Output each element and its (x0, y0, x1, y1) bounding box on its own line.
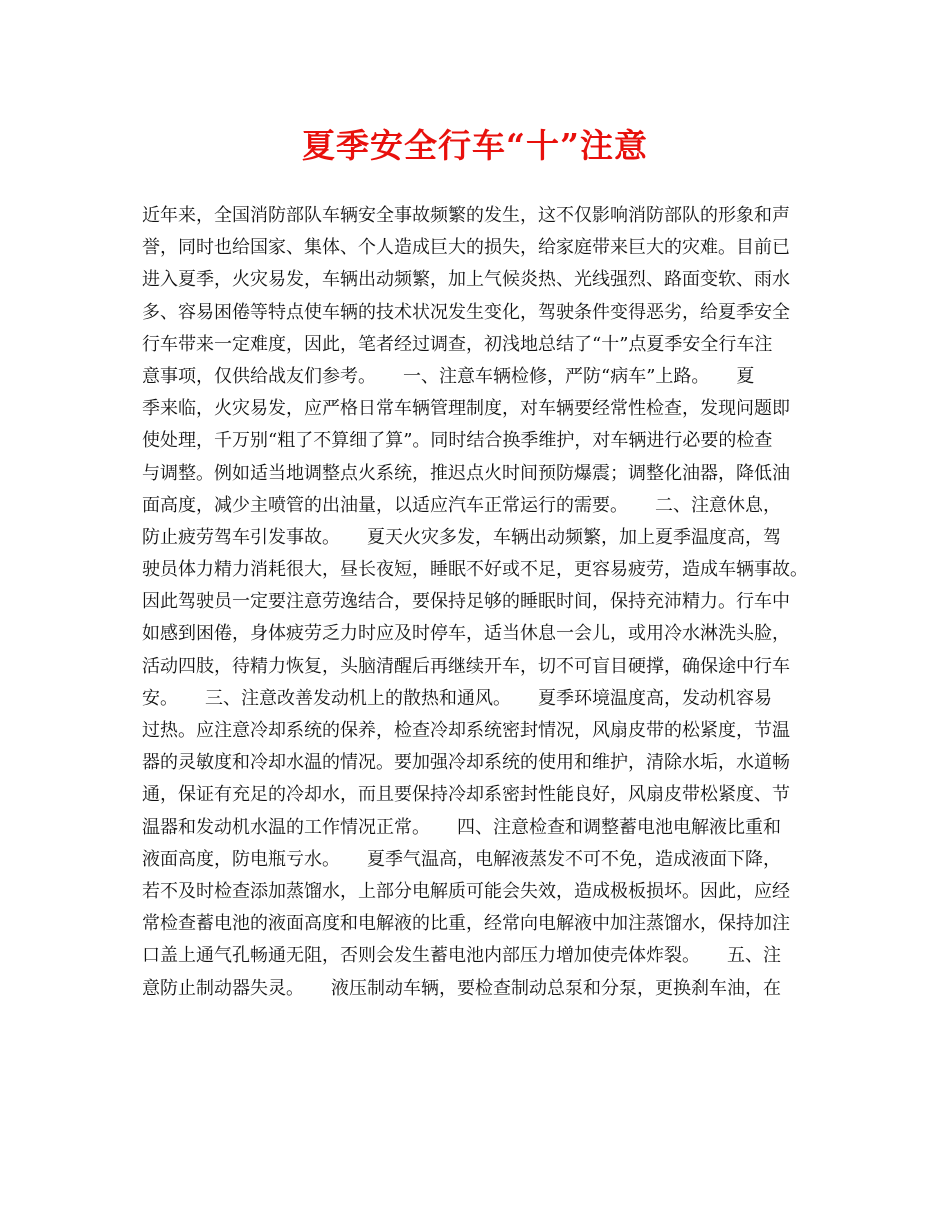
text-line: 多、容易困倦等特点使车辆的技术状况发生变化，驾驶条件变得恶劣，给夏季安全 (142, 301, 790, 323)
text-line: 过热。应注意冷却系统的保养，检查冷却系统密封情况，风扇皮带的松紧度，节温 (142, 720, 790, 741)
text-line: 季来临，火灾易发，应严格日常车辆管理制度，对车辆要经常性检查，发现问题即 (142, 398, 790, 420)
text-line: 通，保证有充足的冷却水，而且要保持冷却系密封性能良好，风扇皮带松紧度、节 (142, 784, 790, 806)
text-line: 常检查蓄电池的液面高度和电解液的比重，经常向电解液中加注蒸馏水，保持加注 (142, 913, 790, 935)
text-line: 若不及时检查添加蒸馏水，上部分电解质可能会失效，造成极板损坏。因此，应经 (142, 880, 790, 902)
text-line: 器的灵敏度和冷却水温的情况。要加强冷却系统的使用和维护，清除水垢，水道畅 (142, 752, 790, 774)
text-line: 防止疲劳驾车引发事故。 夏天火灾多发，车辆出动频繁，加上夏季温度高，驾 (142, 526, 781, 548)
text-line: 意事项，仅供给战友们参考。 一、注意车辆检修，严防“病车”上路。 夏 (142, 365, 755, 387)
text-line: 意防止制动器失灵。 液压制动车辆，要检查制动总泵和分泵，更换刹车油，在 (142, 977, 781, 999)
text-line: 进入夏季，火灾易发，车辆出动频繁，加上气候炎热、光线强烈、路面变软、雨水 (142, 269, 790, 291)
text-line: 液面高度，防电瓶亏水。 夏季气温高，电解液蒸发不可不免，造成液面下降， (142, 848, 781, 870)
text-line: 驶员体力精力消耗很大，昼长夜短，睡眠不好或不足，更容易疲劳，造成车辆事故。 (142, 559, 808, 581)
text-line: 行车带来一定难度，因此，笔者经过调查，初浅地总结了“十”点夏季安全行车注 (142, 333, 773, 355)
text-line: 面高度，减少主喷管的出油量，以适应汽车正常运行的需要。 二、注意休息， (142, 494, 781, 516)
text-line: 近年来，全国消防部队车辆安全事故频繁的发生，这不仅影响消防部队的形象和声 (142, 205, 790, 226)
text-line: 因此驾驶员一定要注意劳逸结合，要保持足够的睡眠时间，保持充沛精力。行车中 (142, 591, 790, 613)
document-body (142, 200, 812, 1005)
text-line: 安。 三、注意改善发动机上的散热和通风。 夏季环境温度高，发动机容易 (142, 687, 772, 709)
text-line: 与调整。例如适当地调整点火系统，推迟点火时间预防爆震；调整化油器，降低油 (142, 462, 790, 484)
text-line: 使处理，千万别“粗了不算细了算”。同时结合换季维护，对车辆进行必要的检查 (142, 430, 773, 452)
text-line: 如感到困倦，身体疲劳乏力时应及时停车，适当休息一会儿，或用冷水淋洗头脸， (142, 623, 790, 645)
text-line: 活动四肢，待精力恢复，头脑清醒后再继续开车，切不可盲目硬撑，确保途中行车 (142, 655, 790, 677)
text-line: 温器和发动机水温的工作情况正常。 四、注意检查和调整蓄电池电解液比重和 (142, 816, 781, 838)
text-line: 誉，同时也给国家、集体、个人造成巨大的损失，给家庭带来巨大的灾难。目前已 (142, 237, 790, 259)
text-line: 口盖上通气孔畅通无阻，否则会发生蓄电池内部压力增加使壳体炸裂。 五、注 (142, 945, 781, 967)
document-title: 夏季安全行车“十”注意 (302, 126, 648, 165)
